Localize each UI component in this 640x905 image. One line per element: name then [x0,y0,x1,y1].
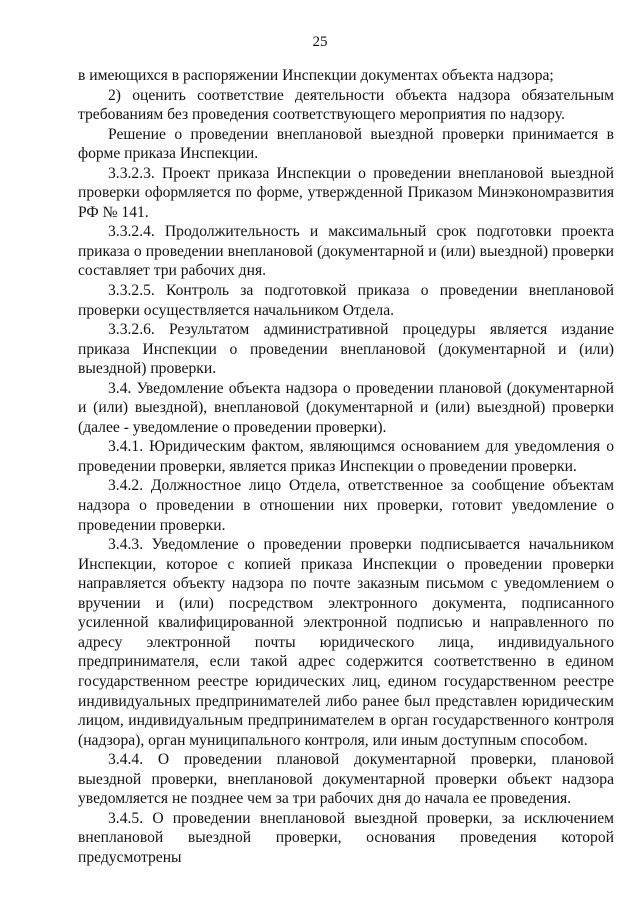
paragraph: 2) оценить соответствие деятельности объекта надзора обязательным требованиям без проведения соответствующего мероприятия по надзору. [78,86,614,124]
paragraph: 3.3.2.6. Результатом административной процедуры является издание приказа Инспекции о проведении внеплановой (документарной и (или) выездной) проверки. [78,321,614,378]
page-number: 25 [312,34,328,50]
paragraph: 3.4.4. О проведении плановой документарной проверки, плановой выездной проверки, внеплановой документарной проверки объект надзора уведомляется не позднее чем за три рабочих дня до начала ее проведения. [78,751,614,808]
paragraph: 3.4.2. Должностное лицо Отдела, ответственное за сообщение объектам надзора о проведении в отношении них проверки, готовит уведомление о проведении проверки. [78,477,614,534]
document-body [78,66,614,867]
paragraph: 3.3.2.5. Контроль за подготовкой приказа о проведении внеплановой проверки осуществляется начальником Отдела. [78,282,614,319]
paragraph: Решение о проведении внеплановой выездной проверки принимается в форме приказа Инспекции. [78,125,614,163]
paragraph: 3.3.2.3. Проект приказа Инспекции о проведении внеплановой выездной проверки оформляется по форме, утвержденной Приказом Минэкономразвития РФ № 141. [78,164,614,221]
paragraph: 3.4.5. О проведении внеплановой выездной проверки, за исключением внеплановой выездной проверки, основания проведения которой предусмотрены [78,809,614,866]
paragraph: 3.4. Уведомление объекта надзора о проведении плановой (документарной и (или) выездной), внеплановой (документарной и (или) выездной) проверки (далее - уведомление о проведении проверки). [78,379,614,436]
paragraph: 3.3.2.4. Продолжительность и максимальный срок подготовки проекта приказа о проведении внеплановой (документарной и (или) выездной) проверки составляет три рабочих дня. [78,223,614,280]
paragraph: 3.4.1. Юридическим фактом, являющимся основанием для уведомления о проведении проверки, является приказ Инспекции о проведении проверки. [78,438,614,475]
paragraph: в имеющихся в распоряжении Инспекции документах объекта надзора; [78,67,554,84]
paragraph: 3.4.3. Уведомление о проведении проверки подписывается начальником Инспекции, которое с копией приказа Инспекции о проведении проверки направляется объекту надзора по почте заказным письмом с уведомлением о вручении и (или) посредством электронного документа, подписанного усиленной квалифицированной электронной подписью и направленного по адресу электронной почты юридического лица, индивидуального предпринимателя, если такой адрес содержится соответственно в едином государственном реестре юридических лиц, едином государственном реестре индивидуальных предпринимателей либо ранее был представлен юридическим лицом, индивидуальным предпринимателем в орган государственного контроля (надзора), орган муниципального контроля, или иным доступным способом. [78,536,614,749]
